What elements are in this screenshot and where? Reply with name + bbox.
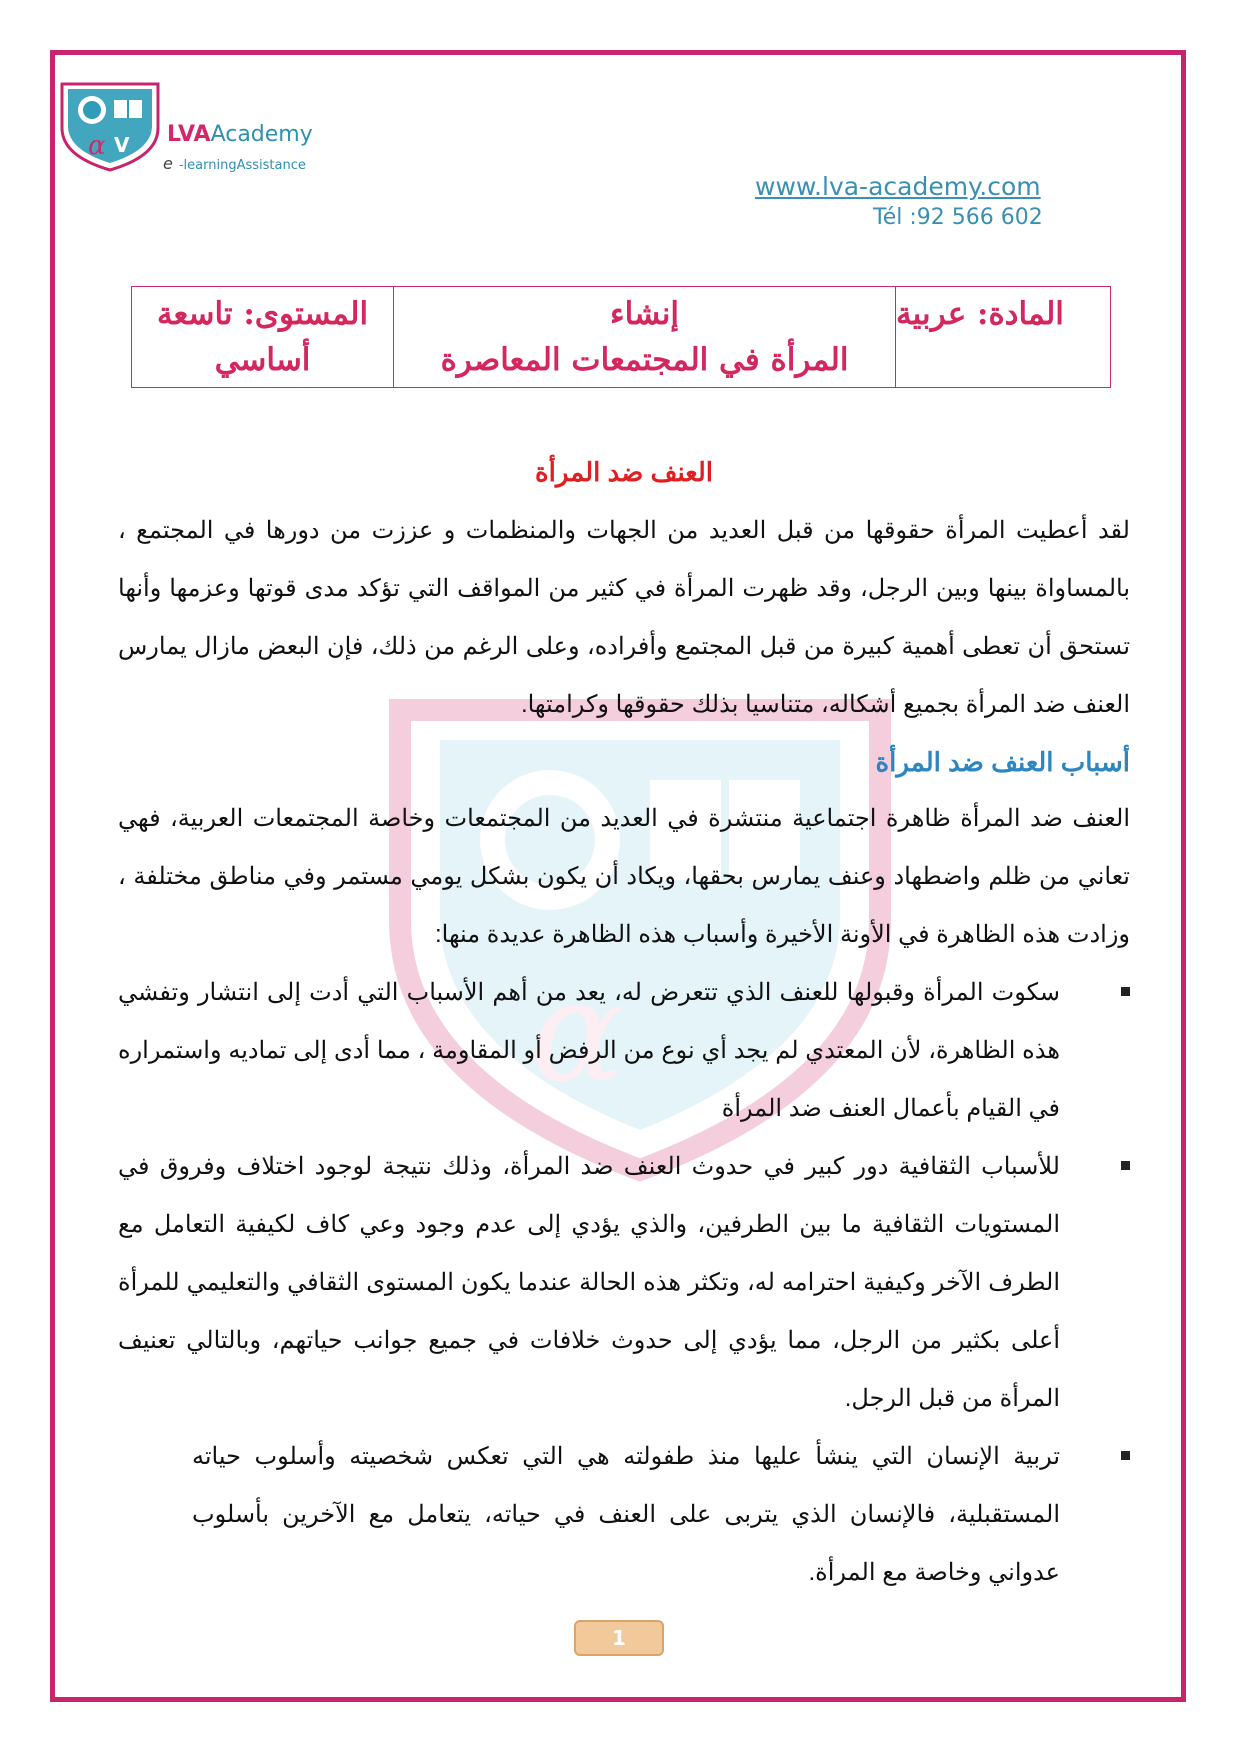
article — [118, 440, 1130, 1602]
article-title: العنف ضد المرأة — [535, 457, 713, 487]
bullet-square-icon — [1121, 1451, 1130, 1460]
topic-line2: المرأة في المجتمعات المعاصرة — [440, 342, 849, 378]
subject-label: المادة: عربية — [896, 296, 1064, 332]
bullet-square-icon — [1121, 987, 1130, 996]
subject-cell — [896, 287, 1109, 387]
svg-text:α: α — [88, 131, 106, 161]
brand-name: LVAAcademy — [167, 122, 313, 147]
website-link[interactable]: www.lva-academy.com — [755, 172, 1041, 201]
svg-text:V: V — [114, 133, 130, 157]
list-item-text: للأسباب الثقافية دور كبير في حدوث العنف ضد المرأة، وذلك نتيجة لوجود اختلاف وفروق في المستويات الثقافية ما بين الطرفين، والذي يؤدي إلى عدم وجود وعي كاف لكيفية التعامل مع الطرف الآخر وكيفية احترامه له، وتكثر هذه الحالة عندما يكون المستوى الثقافي والتعليمي للمرأة أعلى بكثير من الرجل، مما يؤدي إلى حدوث خلافات في جميع جوانب حياتهم، وبالتالي تعنيف المرأة من قبل الرجل. — [118, 1153, 1060, 1412]
list-item-text: سكوت المرأة وقبولها للعنف الذي تتعرض له، يعد من أهم الأسباب التي أدت إلى انتشار وتفشي هذه الظاهرة، لأن المعتدي لم يجد أي نوع من الرفض أو المقاومة ، مما أدى إلى تماديه واستمراره في القيام بأعمال العنف ضد المرأة — [118, 979, 1060, 1122]
phone-number: Tél :92 566 602 — [873, 205, 1043, 230]
list-item — [118, 1428, 1130, 1602]
info-table — [131, 286, 1111, 388]
list-item-text: تربية الإنسان التي ينشأ عليها منذ طفولته هي التي تعكس شخصيته وأسلوب حياته المستقبلية، فالإنسان الذي يتربى على العنف في حياته، يتعامل مع الآخرين بأسلوب عدواني وخاصة مع المرأة. — [192, 1443, 1060, 1586]
level-line1: المستوى: تاسعة — [156, 296, 369, 332]
topic-line1: إنشاء — [610, 296, 679, 332]
intro-paragraph: لقد أعطيت المرأة حقوقها من قبل العديد من الجهات والمنظمات و عززت من دورها في المجتمع ، بالمساواة بينها وبين الرجل، وقد ظهرت المرأة في كثير من المواقف التي تؤكد مدى قوتها وعزمها وأنها تستحق أن تعطى أهمية كبيرة من قبل المجتمع وأفراده، وعلى الرغم من ذلك، فإن البعض مازال يمارس العنف ضد المرأة بجميع أشكاله، متناسيا بذلك حقوقها وكرامتها. — [118, 517, 1130, 718]
causes-intro-paragraph: العنف ضد المرأة ظاهرة اجتماعية منتشرة في العديد من المجتمعات وخاصة المجتمعات العربية، فهي تعاني من ظلم واضطهاد وعنف يمارس بحقها، ويكاد أن يكون بشكل يومي مستمر وفي مناطق مختلفة ، وزادت هذه الظاهرة في الأونة الأخيرة وأسباب هذه الظاهرة عديدة منها: — [118, 805, 1130, 948]
level-cell — [132, 287, 394, 387]
svg-text:α: α — [530, 951, 625, 1114]
lva-academy-logo — [58, 80, 162, 172]
list-item — [118, 1138, 1130, 1428]
topic-cell — [394, 287, 896, 387]
bullet-square-icon — [1121, 1161, 1130, 1170]
list-item — [118, 964, 1130, 1138]
causes-list — [118, 964, 1130, 1602]
causes-heading: أسباب العنف ضد المرأة — [875, 747, 1130, 777]
brand-tagline: e -learningAssistance — [163, 154, 306, 173]
level-line2: أساسي — [214, 342, 311, 378]
page-number: 1 — [574, 1620, 664, 1656]
